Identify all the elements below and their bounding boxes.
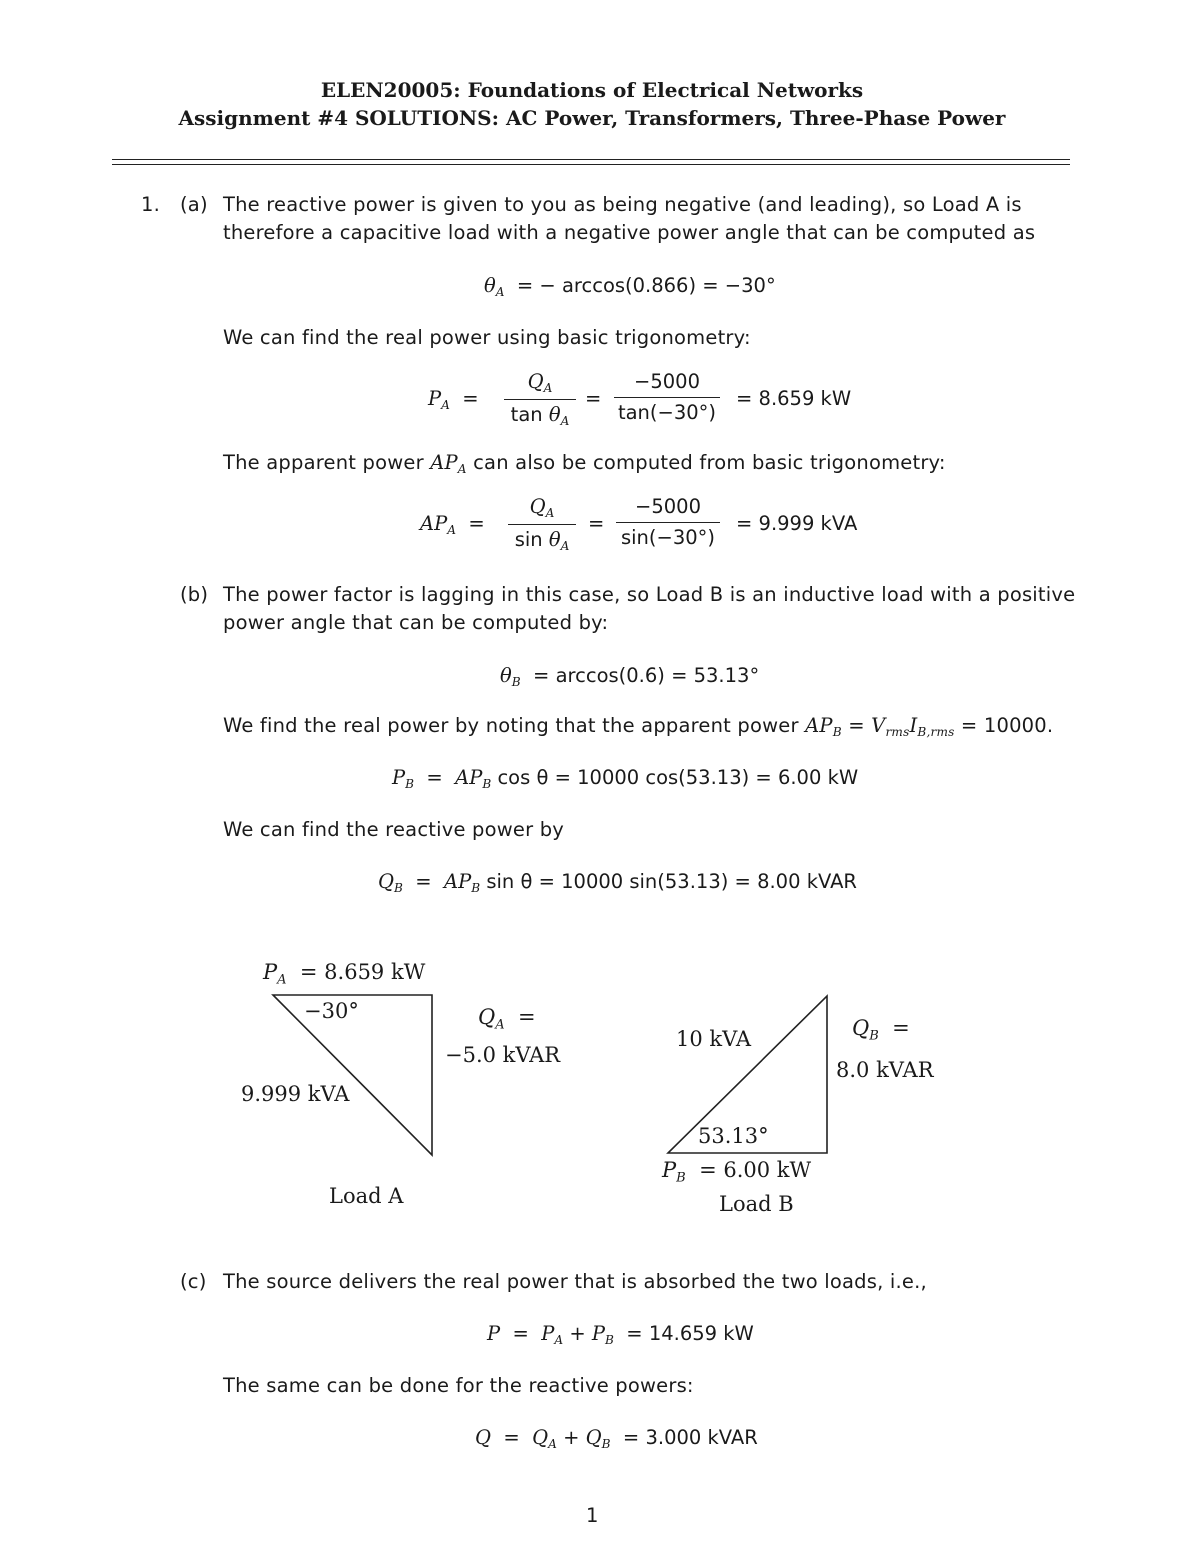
load-b-hyp: 10 kVA <box>676 1027 752 1051</box>
load-a-hyp: 9.999 kVA <box>241 1082 350 1106</box>
part-a-intro-line2: therefore a capacitive load with a negative power angle that can be computed as <box>223 221 1036 244</box>
apa-equals: = <box>588 512 605 535</box>
part-b-label: (b) <box>180 583 209 606</box>
apparent-power-text: The apparent power $AP_A$ can also be computed from basic trigonometry: <box>223 451 946 477</box>
load-b-qb-value: 8.0 kVAR <box>836 1058 934 1082</box>
apa-result: = 9.999 kVA <box>736 512 858 535</box>
load-b-caption: Load B <box>719 1192 794 1216</box>
part-b-intro-line2: power angle that can be computed by: <box>223 611 609 634</box>
pb-equation: $P_B = AP_B$ cos θ = 10000 cos(53.13) = 6.00 kW <box>392 766 859 792</box>
load-b-pb-label: $P_B = 6.00$ kW <box>662 1158 812 1186</box>
load-b-qb-label: $Q_B$ = <box>852 1016 910 1044</box>
pa-lhs: $P_A$ = <box>428 387 479 413</box>
part-b-reactive-text: We can find the reactive power by <box>223 818 565 841</box>
theta-a-equation: $\theta_A$ = − arccos(0.866) = −30° <box>484 274 776 300</box>
apa-num: −5000 <box>616 495 720 523</box>
load-a-angle: −30° <box>304 999 359 1023</box>
theta-b-equation: $\theta_B = \arccos(0.6) = 53.13^\circ$ <box>500 664 760 690</box>
apa-fraction-1: $\frac{Q_A}{\sin \theta_A}$ <box>508 495 576 553</box>
load-b-angle: 53.13° <box>698 1124 769 1148</box>
part-b-real-text: We find the real power by noting that the apparent power $AP_B = V_{rms}I_{B,rms} = 10000$. <box>223 714 1054 740</box>
page-number: 1 <box>586 1504 599 1527</box>
apa-lhs: $AP_A$ = <box>420 512 485 538</box>
part-a-intro-line1: The reactive power is given to you as being negative (and leading), so Load A is <box>223 193 1022 216</box>
load-a-qa-label: $Q_A$ = <box>478 1005 536 1033</box>
part-b-intro-line1: The power factor is lagging in this case, so Load B is an inductive load with a positive <box>223 583 1076 606</box>
qb-equation: $Q_B = AP_B$ sin θ = 10000 sin(53.13) = 8.00 kVAR <box>378 870 857 896</box>
real-power-text: We can find the real power using basic trigonometry: <box>223 326 751 349</box>
part-c-intro: The source delivers the real power that is absorbed the two loads, i.e., <box>223 1270 927 1293</box>
q-total-equation: $Q = Q_A + Q_B = 3.000$ kVAR <box>475 1426 758 1452</box>
part-c-label: (c) <box>180 1270 207 1293</box>
pa-num: −5000 <box>614 370 720 398</box>
apa-den: sin(−30°) <box>620 526 716 549</box>
part-c-reactive-text: The same can be done for the reactive powers: <box>223 1374 694 1397</box>
question-number: 1. <box>141 193 161 216</box>
pa-den: tan(−30°) <box>617 401 717 424</box>
pa-fraction-1: $\frac{Q_A}{\tan \theta_A}$ <box>504 370 576 428</box>
pa-equals: = <box>585 387 602 410</box>
pa-result: = 8.659 kW <box>736 387 852 410</box>
course-title: ELEN20005: Foundations of Electrical Networks <box>320 78 864 102</box>
p-total-equation: $P = P_A + P_B = 14.659$ kW <box>487 1322 754 1348</box>
load-a-caption: Load A <box>329 1184 404 1208</box>
theta-a-expr: = − arccos(0.866) = −30° <box>516 274 776 297</box>
load-a-pa-label: $P_A = 8.659$ kW <box>263 960 426 988</box>
part-a-label: (a) <box>180 193 208 216</box>
load-a-qa-value: −5.0 kVAR <box>445 1043 561 1067</box>
assignment-title: Assignment #4 SOLUTIONS: AC Power, Transformers, Three-Phase Power <box>178 106 1006 130</box>
